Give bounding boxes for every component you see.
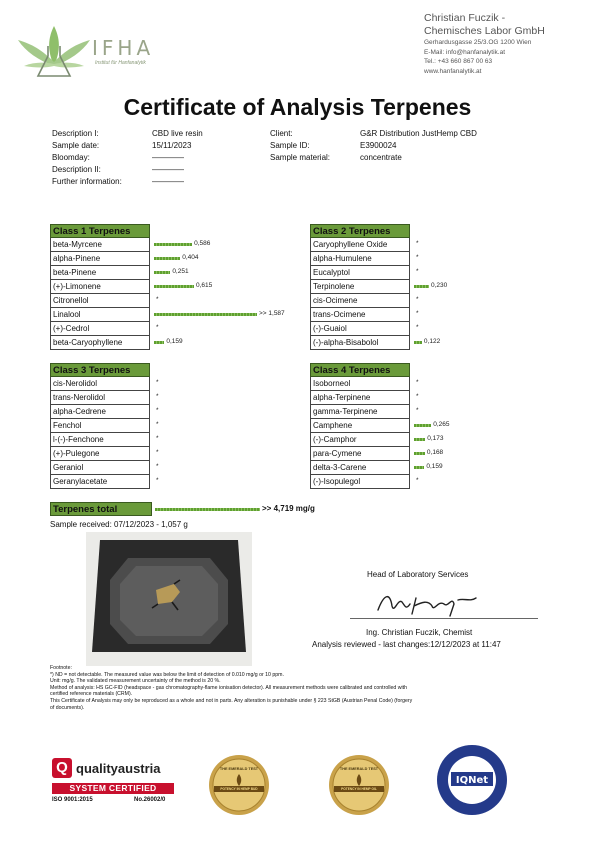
terpene-value: 0,251: [172, 268, 189, 275]
terpene-row: [310, 419, 570, 433]
terpene-value: >> 1,587: [259, 310, 285, 317]
emerald-test-seal-bud: THE EMERALD TEST POTENCY IN HEMP BUD: [208, 754, 270, 816]
terpene-name: Eucalyptol: [310, 266, 410, 280]
terpene-row: [310, 294, 570, 308]
terpene-row: [50, 322, 310, 336]
terpene-value: *: [156, 421, 159, 428]
terpene-row: [310, 238, 570, 252]
terpene-row: [50, 280, 310, 294]
terpene-name: l-(-)-Fenchone: [50, 433, 150, 447]
class2-terpenes-table: [310, 224, 570, 350]
terpene-value: 0,586: [194, 240, 211, 247]
footnote-line: certified reference materials (CRM).: [50, 691, 133, 698]
class-header: Class 3 Terpenes: [50, 363, 150, 377]
terpene-name: beta-Caryophyllene: [50, 336, 150, 350]
footnote-line: Footnote:: [50, 665, 72, 671]
info-row: Bloomday: ————: [52, 153, 184, 162]
terpene-value: *: [416, 477, 419, 484]
class3-terpenes-table: [50, 363, 310, 489]
terpene-row: [50, 461, 310, 475]
class-header: Class 4 Terpenes: [310, 363, 410, 377]
signatory-name: Ing. Christian Fuczik, Chemist: [366, 628, 473, 637]
terpene-bar: [414, 285, 429, 288]
quality-austria-wordmark: qualityaustria: [76, 761, 161, 776]
terpene-name: Linalool: [50, 308, 150, 322]
terpene-bar: [154, 285, 194, 288]
class1-terpenes-table: [50, 224, 310, 350]
terpenes-total-label: Terpenes total: [50, 502, 152, 516]
terpene-row: [310, 280, 570, 294]
info-row: Further information: ————: [52, 177, 184, 186]
terpene-name: (-)-Guaiol: [310, 322, 410, 336]
terpene-row: [310, 433, 570, 447]
terpene-value: 0,159: [426, 463, 443, 470]
terpene-value: *: [416, 310, 419, 317]
terpene-value: *: [156, 463, 159, 470]
iqnet-wordmark: IQNet: [455, 775, 489, 786]
quality-austria-q-icon: Q: [52, 758, 72, 778]
terpene-value: 0,122: [423, 338, 441, 345]
terpene-value: *: [416, 254, 419, 261]
terpene-value: *: [156, 379, 159, 386]
info-row: Client: G&R Distribution JustHemp CBD: [270, 129, 477, 138]
flask-leaf-icon: [14, 22, 94, 82]
terpene-value: 0,404: [182, 254, 199, 261]
terpene-row: [50, 419, 310, 433]
terpene-row: [50, 447, 310, 461]
quality-austria-badge: [52, 756, 180, 806]
terpene-name: Terpinolene: [310, 280, 410, 294]
iqnet-certified-icon: [436, 744, 508, 816]
sample-info-left: [52, 128, 203, 188]
terpene-name: Camphene: [310, 419, 410, 433]
terpene-row: [50, 336, 310, 350]
footnote-line: Method of analysis: HS GC-FID (headspace - gas chromatography-flame ionisation detector). All measurement methods were calibrated and controlled with: [50, 684, 407, 691]
terpene-row: [310, 252, 570, 266]
seal-icon: [328, 754, 390, 816]
terpene-row: [50, 294, 310, 308]
terpene-name: alpha-Terpinene: [310, 391, 410, 405]
terpene-name: (+)-Pulegone: [50, 447, 150, 461]
emerald-test-seal-oil: THE EMERALD TEST POTENCY IN HEMP OIL: [328, 754, 390, 816]
terpene-bar: [414, 424, 431, 427]
iso-standard: ISO 9001:2015: [52, 797, 93, 803]
logo-wordmark: IFHA: [92, 36, 155, 60]
certificate-number: No.26002/0: [134, 797, 166, 803]
terpene-row: [310, 266, 570, 280]
lab-website[interactable]: www.hanfanalytik.at: [424, 67, 482, 75]
terpenes-total-value: >> 4,719 mg/g: [262, 504, 315, 513]
info-row: Sample date: 15/11/2023: [52, 141, 192, 150]
footnote: [50, 665, 560, 711]
terpene-bar: [154, 313, 257, 316]
terpene-value: 0,230: [430, 282, 448, 289]
handwritten-signature: [372, 584, 482, 618]
page-title: Certificate of Analysis Terpenes: [123, 94, 472, 120]
terpene-name: Geraniol: [50, 461, 150, 475]
terpene-value: *: [156, 324, 159, 331]
terpene-value: *: [416, 324, 419, 331]
terpene-name: (-)-alpha-Bisabolol: [310, 336, 410, 350]
terpene-value: *: [416, 296, 419, 303]
lab-name-line2: Chemisches Labor GmbH: [424, 25, 545, 37]
terpene-row: [50, 391, 310, 405]
logo-subtitle: Institut für Hanfanalytik: [95, 60, 146, 66]
terpene-name: Isoborneol: [310, 377, 410, 391]
lab-email[interactable]: E-Mail: info@hanfanalytik.at: [424, 48, 506, 56]
signature-heading: Head of Laboratory Services: [367, 570, 469, 579]
analysis-reviewed: Analysis reviewed - last changes:12/12/2023 at 11:47: [312, 640, 501, 649]
terpenes-total-bar: [155, 508, 260, 511]
terpene-bar: [414, 341, 422, 344]
terpene-bar: [154, 271, 170, 274]
terpene-bar: [414, 466, 424, 469]
footnote-line: *) ND = not detectable. The measured value was below the limit of detection of 0.010 mg/g or 10 ppm.: [50, 671, 284, 678]
terpene-row: [310, 377, 570, 391]
terpene-name: cis-Nerolidol: [50, 377, 150, 391]
terpene-row: [50, 308, 310, 322]
terpene-row: [310, 308, 570, 322]
terpene-value: *: [156, 435, 159, 442]
class-header: Class 2 Terpenes: [310, 224, 410, 238]
terpene-bar: [414, 452, 425, 455]
terpene-name: para-Cymene: [310, 447, 410, 461]
terpene-row: [50, 238, 310, 252]
terpene-row: [310, 475, 570, 489]
terpene-value: 0,265: [433, 421, 450, 428]
class4-terpenes-table: [310, 363, 570, 489]
terpene-value: *: [156, 449, 159, 456]
terpene-name: alpha-Humulene: [310, 252, 410, 266]
class-header: Class 1 Terpenes: [50, 224, 150, 238]
terpene-bar: [154, 341, 164, 344]
terpene-name: Citronellol: [50, 294, 150, 308]
lab-name-line1: Christian Fuczik -: [424, 12, 506, 24]
lab-address-block: [424, 12, 589, 76]
terpene-value: *: [156, 407, 159, 414]
terpene-bar: [414, 438, 425, 441]
terpene-name: beta-Pinene: [50, 266, 150, 280]
terpene-bar: [154, 243, 192, 246]
terpene-value: *: [156, 393, 159, 400]
terpene-name: beta-Myrcene: [50, 238, 150, 252]
terpene-value: 0,168: [426, 449, 444, 456]
terpene-name: Fenchol: [50, 419, 150, 433]
seal-icon: [208, 754, 270, 816]
terpene-value: 0,615: [195, 282, 213, 289]
terpene-name: (-)-Camphor: [310, 433, 410, 447]
terpene-bar: [154, 257, 180, 260]
info-row: Sample material: concentrate: [270, 153, 402, 162]
terpene-row: [310, 391, 570, 405]
terpene-row: [50, 266, 310, 280]
footnote-line: This Certificate of Analysis may only be reproduced as a whole and not in parts. Any alteration is punishable under § 223 StGB (Austrian Penal Code) (forgery: [50, 697, 413, 704]
terpene-value: *: [416, 393, 419, 400]
terpene-name: (+)-Cedrol: [50, 322, 150, 336]
terpene-name: Caryophyllene Oxide: [310, 238, 410, 252]
terpene-name: delta-3-Carene: [310, 461, 410, 475]
info-row: Description I: CBD live resin: [52, 129, 203, 138]
signature-line: [350, 618, 538, 619]
system-certified-banner: SYSTEM CERTIFIED: [52, 783, 174, 794]
terpene-name: gamma-Terpinene: [310, 405, 410, 419]
terpene-row: [50, 252, 310, 266]
sample-photo: [86, 532, 252, 666]
terpene-value: *: [156, 296, 159, 303]
terpene-name: cis-Ocimene: [310, 294, 410, 308]
terpene-row: [310, 447, 570, 461]
terpene-row: [50, 475, 310, 489]
terpene-name: (+)-Limonene: [50, 280, 150, 294]
footnote-line: of documents).: [50, 704, 85, 711]
terpene-name: alpha-Cedrene: [50, 405, 150, 419]
terpene-name: trans-Ocimene: [310, 308, 410, 322]
terpene-row: [310, 405, 570, 419]
terpene-name: alpha-Pinene: [50, 252, 150, 266]
info-row: Sample ID: E3900024: [270, 141, 397, 150]
terpene-row: [50, 405, 310, 419]
terpene-row: [50, 377, 310, 391]
terpene-row: [310, 322, 570, 336]
terpene-value: *: [416, 268, 419, 275]
terpene-name: Geranylacetate: [50, 475, 150, 489]
lab-street: Gerhardusgasse 25/3.OG 1200 Wien: [424, 39, 532, 46]
lab-phone: Tel.: +43 660 867 00 63: [424, 58, 493, 65]
terpene-value: *: [416, 240, 419, 247]
terpene-row: [310, 461, 570, 475]
terpene-name: trans-Nerolidol: [50, 391, 150, 405]
terpene-value: *: [156, 477, 159, 484]
terpene-row: [310, 336, 570, 350]
terpene-value: 0,173: [427, 435, 444, 442]
footnote-line: Unit: mg/g. The validated measurement uncertainty of the method is 20 %.: [50, 678, 221, 685]
sample-info-right: [270, 128, 477, 164]
terpene-row: [50, 433, 310, 447]
terpene-value: *: [416, 379, 419, 386]
terpene-value: *: [416, 407, 419, 414]
sample-received: Sample received: 07/12/2023 - 1,057 g: [50, 520, 188, 529]
terpene-name: (-)-Isopulegol: [310, 475, 410, 489]
terpene-value: 0,159: [166, 338, 183, 345]
info-row: Description II: ————: [52, 165, 184, 174]
